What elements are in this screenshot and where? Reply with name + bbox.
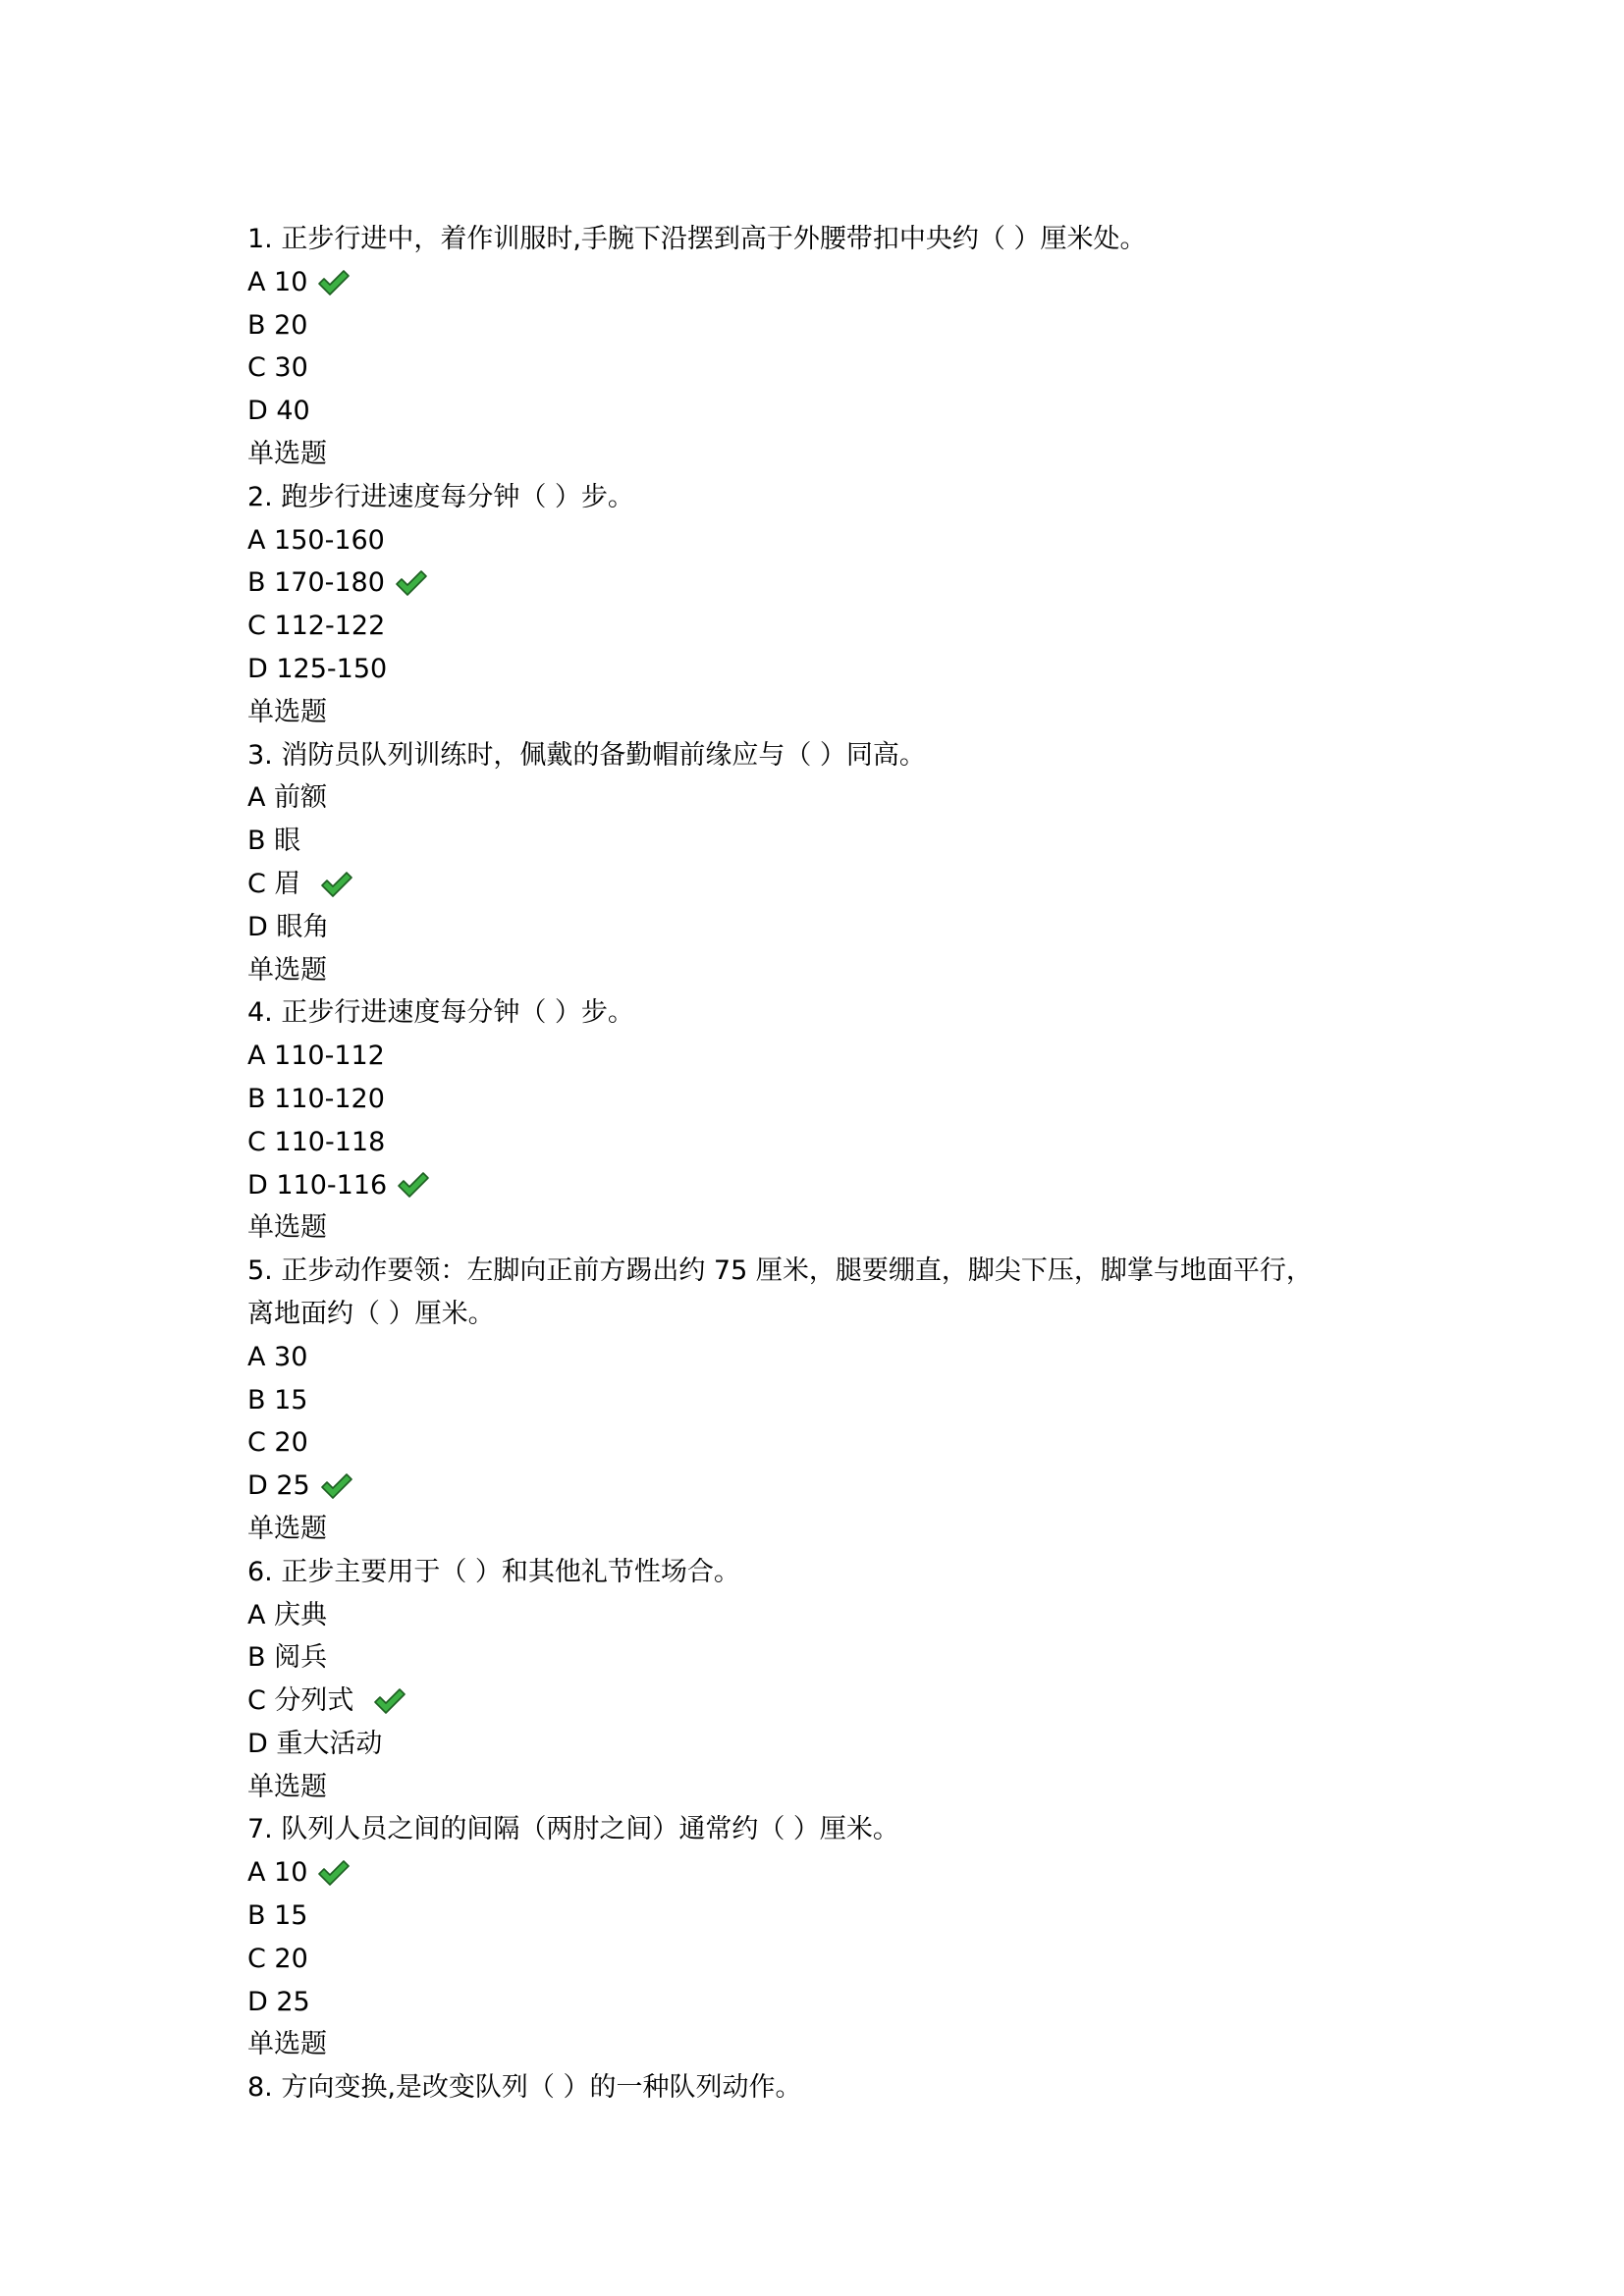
question-4-option-c: C 110-118 [247,1126,386,1157]
question-8-text: 8. 方向变换,是改变队列（ ）的一种队列动作。 [247,2072,802,2104]
question-6-option-c [247,1680,1406,1723]
question-2-option-a: A 150-160 [247,524,385,556]
question-6-option-b: B 阅兵 [247,1642,328,1674]
question-3-option-a: A 前额 [247,782,328,814]
question-2-option-b [247,561,1406,605]
question-7-text: 7. 队列人员之间的间隔（两肘之间）通常约（ ）厘米。 [247,1814,899,1845]
option-label: D 110-116 [247,1169,388,1201]
checkmark-icon [397,1171,430,1199]
question-3-option-b: B 眼 [247,826,301,857]
question-5-option-c: C 20 [247,1427,308,1459]
question-5-option-d [247,1465,1406,1508]
question-1-type: 单选题 [247,438,327,469]
quiz-document [247,218,1406,2109]
option-label: B 170-180 [247,567,385,599]
checkmark-icon [317,269,351,296]
question-5-text-line-1: 5. 正步动作要领：左脚向正前方踢出约 75 厘米，腿要绷直，脚尖下压，脚掌与地面平行， [247,1255,1313,1287]
question-6-text: 6. 正步主要用于（ ）和其他礼节性场合。 [247,1556,740,1587]
question-5-text-line-2: 离地面约（ ）厘米。 [247,1298,495,1329]
question-1-text: 1. 正步行进中，着作训服时,手腕下沿摆到高于外腰带扣中央约（ ）厘米处。 [247,224,1147,254]
question-6-option-a: A 庆典 [247,1599,328,1630]
question-4-option-b: B 110-120 [247,1083,385,1114]
question-2-type: 单选题 [247,696,327,727]
question-2-option-c: C 112-122 [247,611,386,642]
question-1-option-b: B 20 [247,309,308,341]
question-4-type: 单选题 [247,1212,327,1244]
checkmark-icon [320,1472,353,1500]
question-5-option-b: B 15 [247,1384,308,1415]
question-5-type: 单选题 [247,1513,327,1544]
question-3-option-d: D 眼角 [247,911,330,942]
question-3-type: 单选题 [247,954,327,986]
question-7-option-d: D 25 [247,1986,310,2017]
checkmark-icon [317,1859,351,1887]
option-label: A 10 [247,1857,308,1889]
question-5-option-a: A 30 [247,1341,308,1372]
question-7-option-b: B 15 [247,1900,308,1932]
checkmark-icon [395,569,428,597]
option-label: A 10 [247,266,308,297]
question-3-text: 3. 消防员队列训练时，佩戴的备勤帽前缘应与（ ）同高。 [247,739,926,771]
option-label: C 眉 [247,868,301,899]
question-6-option-d: D 重大活动 [247,1728,383,1759]
question-7-option-a [247,1851,1406,1895]
question-3-option-c [247,863,1406,906]
question-6-type: 单选题 [247,1771,327,1802]
question-2-option-d: D 125-150 [247,653,388,684]
checkmark-icon [320,871,353,898]
question-4-option-a: A 110-112 [247,1041,385,1072]
question-7-option-c: C 20 [247,1943,308,1974]
question-2-text: 2. 跑步行进速度每分钟（ ）步。 [247,481,634,512]
question-4-option-d [247,1164,1406,1207]
checkmark-icon [373,1687,406,1715]
question-7-type: 单选题 [247,2029,327,2060]
question-1-option-a [247,261,1406,304]
question-1-option-c: C 30 [247,352,308,384]
question-4-text: 4. 正步行进速度每分钟（ ）步。 [247,997,634,1029]
question-1-option-d: D 40 [247,396,310,427]
option-label: D 25 [247,1470,310,1502]
option-label: C 分列式 [247,1685,354,1717]
